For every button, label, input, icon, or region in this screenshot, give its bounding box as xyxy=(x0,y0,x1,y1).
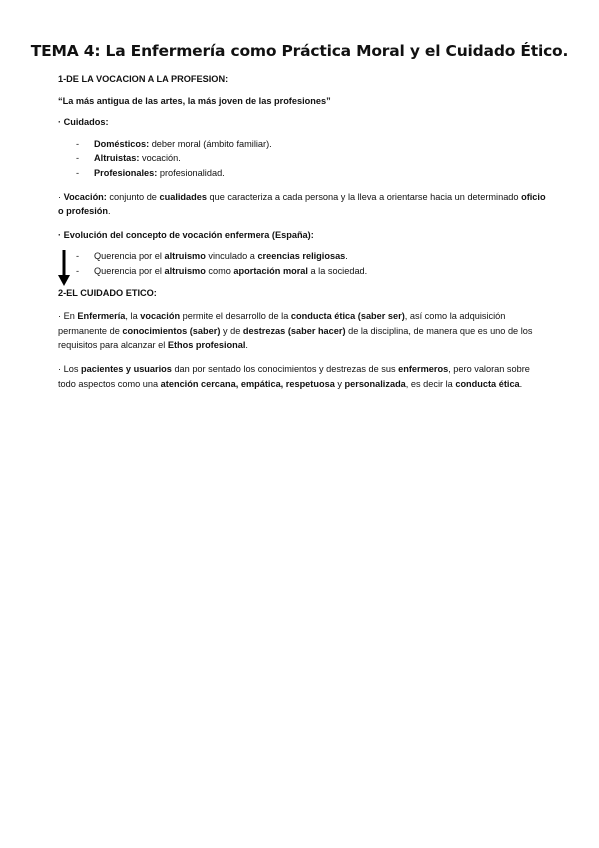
bold-text: conducta ética (saber ser) xyxy=(290,311,405,322)
text: . xyxy=(345,251,348,262)
list-item xyxy=(76,166,548,181)
cuidados-list xyxy=(58,137,548,181)
term-desc: deber moral (ámbito familiar). xyxy=(149,138,272,149)
term-desc: profesionalidad. xyxy=(157,167,225,178)
text: , pero valoran sobre todo aspectos como una xyxy=(58,363,530,389)
list-item xyxy=(76,151,548,166)
cuidados-label: · Cuidados: xyxy=(58,117,109,128)
list-item xyxy=(76,137,548,152)
section2-heading: 2-EL CUIDADO ETICO: xyxy=(58,287,157,298)
bold-text: vocación xyxy=(140,311,181,322)
list-item xyxy=(76,264,548,279)
text: , es decir la xyxy=(405,378,456,389)
section1-heading: 1-DE LA VOCACION A LA PROFESION: xyxy=(58,74,229,84)
cuidado-etico-paragraph-1 xyxy=(58,309,548,353)
text: · Los xyxy=(58,363,81,374)
text: permite el desarrollo de la xyxy=(180,311,291,322)
evolucion-list xyxy=(58,249,548,278)
bold-text: altruismo xyxy=(164,265,206,276)
text: · xyxy=(58,191,64,202)
text: dan por sentado los conocimientos y destrezas de sus xyxy=(171,363,399,374)
text: . xyxy=(245,340,248,351)
text: . xyxy=(519,378,523,389)
text: vinculado a xyxy=(205,251,258,262)
evolucion-label: · Evolución del concepto de vocación enfermera (España): xyxy=(58,229,314,240)
bold-text: oficio o profesión xyxy=(58,191,546,217)
bold-text: conocimientos (saber) xyxy=(122,325,221,336)
list-item xyxy=(76,249,548,264)
bold-text: atención cercana, empática, respetuosa xyxy=(160,378,335,389)
text: , la xyxy=(125,311,141,322)
text: Querencia por el xyxy=(94,251,165,262)
bold-text: pacientes y usuarios xyxy=(80,363,172,374)
text: que caracteriza a cada persona y la lleva a orientarse hacia un determinado xyxy=(206,191,522,202)
bold-text: cualidades xyxy=(159,191,207,202)
bold-text: altruismo xyxy=(164,251,206,262)
text: como xyxy=(205,265,234,276)
text: Querencia por el xyxy=(94,265,165,276)
term: Altruistas: xyxy=(94,153,140,164)
text: y de xyxy=(220,325,243,336)
bold-text: enfermeros xyxy=(398,363,449,374)
cuidado-etico-paragraph-2 xyxy=(58,362,548,391)
bold-text: destrezas (saber hacer) xyxy=(242,325,346,336)
term: Profesionales: xyxy=(94,167,158,178)
bold-text: aportación moral xyxy=(233,265,308,276)
evolucion-block xyxy=(58,249,548,278)
text: , así como la adquisición permanente de xyxy=(58,311,506,336)
bold-text: conducta ética xyxy=(455,378,520,389)
down-arrow-icon xyxy=(58,250,70,286)
quote: “La más antigua de las artes, la más joven de las profesiones” xyxy=(58,95,331,106)
bold-text: Vocación: xyxy=(63,191,107,202)
text: . xyxy=(108,206,111,217)
term: Domésticos: xyxy=(94,138,150,149)
bold-text: personalizada xyxy=(344,378,406,389)
text: a la sociedad. xyxy=(307,265,368,276)
text: y xyxy=(334,378,345,389)
vocacion-paragraph xyxy=(58,190,548,219)
text: · En xyxy=(58,311,78,322)
text: conjunto de xyxy=(106,191,160,202)
bold-text: Ethos profesional xyxy=(167,340,246,351)
term-desc: vocación. xyxy=(139,153,181,164)
bold-text: Enfermería xyxy=(77,311,126,322)
document-body xyxy=(58,72,548,391)
text: de la disciplina, de manera que es uno de los requisitos para alcanzar el xyxy=(58,325,533,351)
bold-text: creencias religiosas xyxy=(257,251,346,262)
document-title: TEMA 4: La Enfermería como Práctica Moral y el Cuidado Ético. xyxy=(30,42,569,60)
